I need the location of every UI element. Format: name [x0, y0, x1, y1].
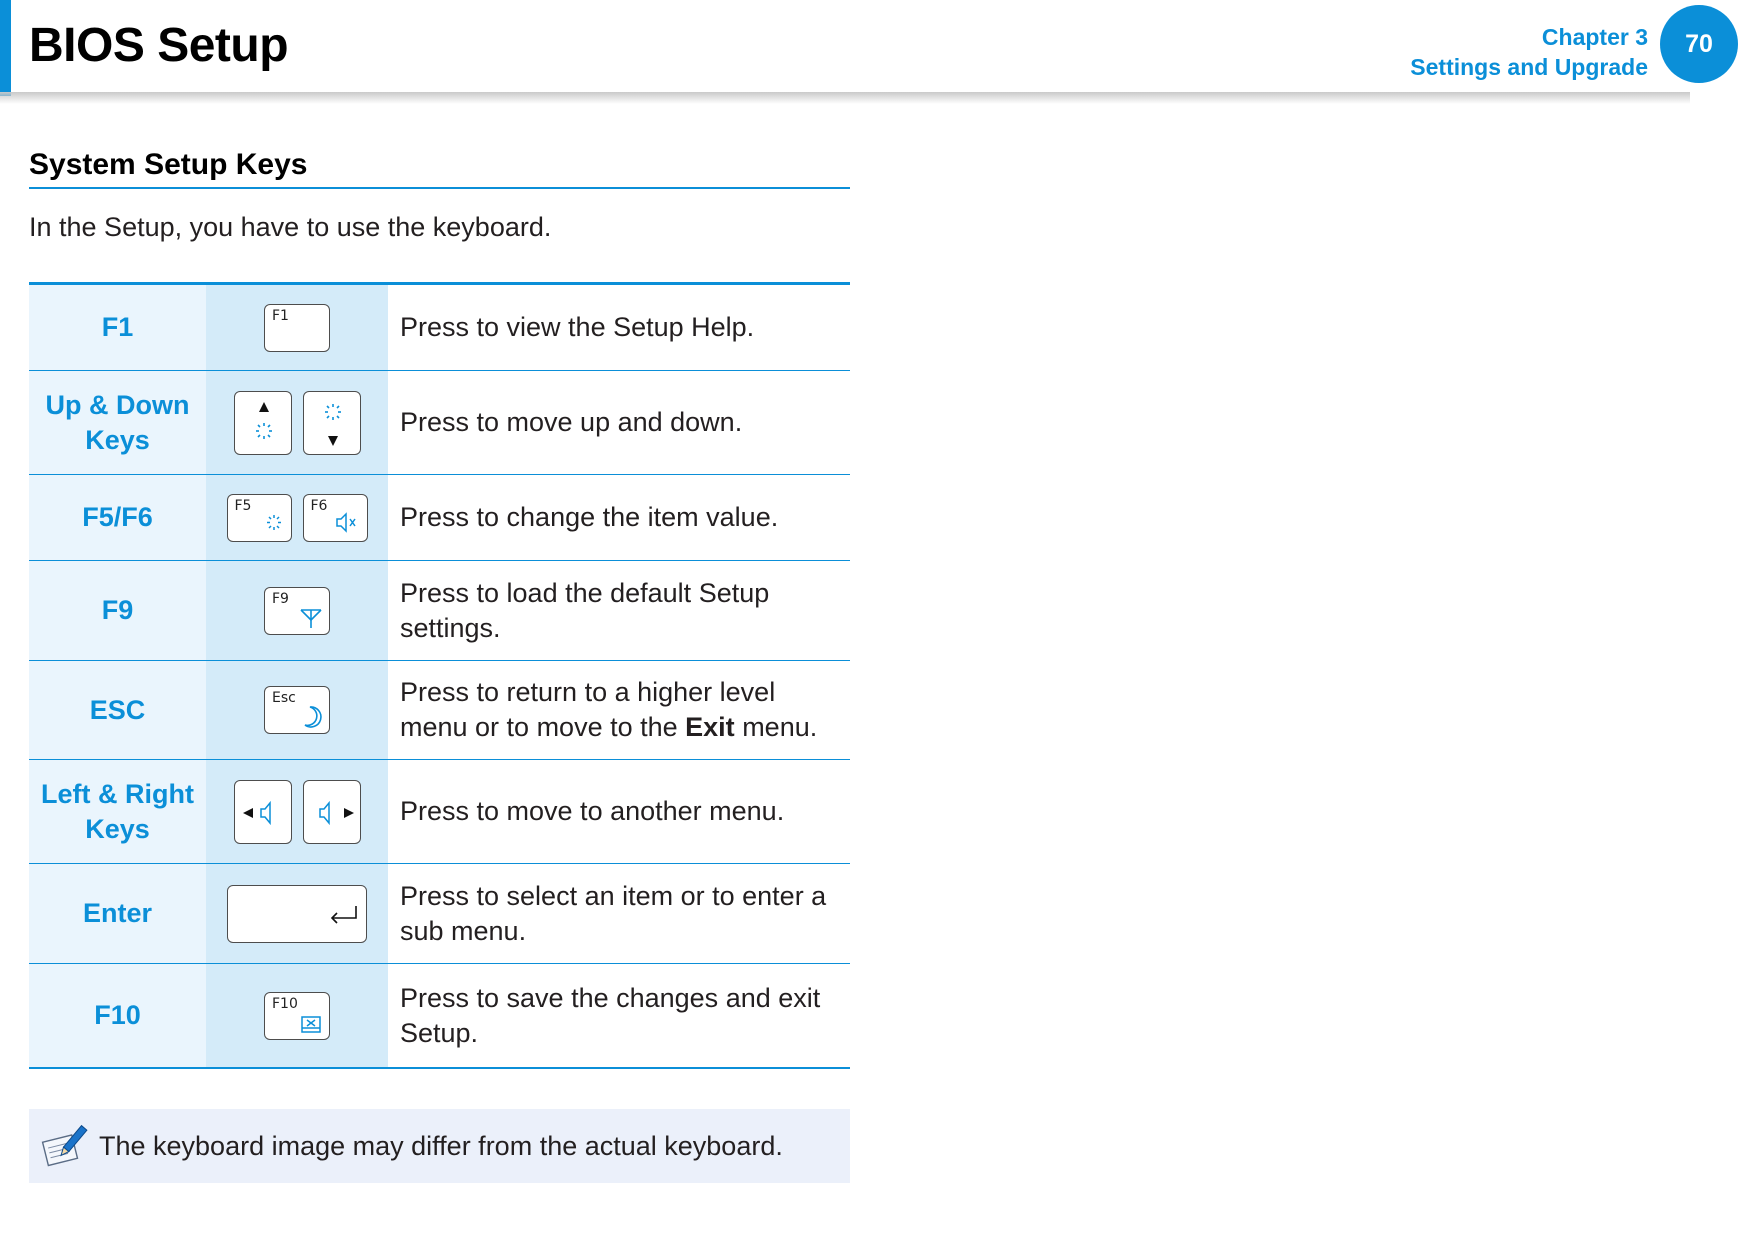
description-line: Press to save the changes and exit — [400, 982, 821, 1013]
f9-keycap — [264, 587, 330, 635]
f1-keycap — [264, 304, 330, 352]
keycap-label: F5 — [234, 497, 252, 514]
setup-keys-table — [29, 282, 850, 1069]
table-row — [29, 661, 850, 760]
key-name: Enter — [29, 864, 206, 963]
key-name: F10 — [29, 964, 206, 1067]
brightness-icon — [228, 495, 293, 543]
key-image-cell — [206, 661, 388, 759]
key-name — [29, 760, 206, 863]
f6-keycap — [303, 494, 368, 542]
sleep-moon-icon — [265, 687, 331, 735]
keycap-label: Esc — [272, 690, 296, 706]
key-image-cell — [206, 760, 388, 863]
section-rule — [29, 187, 850, 189]
key-image-cell — [206, 285, 388, 370]
key-image-cell — [206, 561, 388, 660]
description-line: settings. — [400, 612, 501, 643]
key-name-line: Keys — [85, 813, 150, 844]
right-arrow-icon — [304, 781, 362, 845]
key-image-cell — [206, 864, 388, 963]
note-pencil-icon — [29, 1109, 99, 1183]
description-line: menu or to move to the — [400, 712, 686, 742]
keycap-label: F1 — [272, 307, 289, 324]
note-box — [29, 1109, 850, 1183]
table-row — [29, 561, 850, 661]
header-accent-bar — [0, 0, 11, 96]
page-number-badge: 70 — [1660, 5, 1738, 83]
section-title: System Setup Keys — [29, 148, 308, 181]
key-name-line: Keys — [85, 424, 150, 455]
left-arrow-keycap — [234, 780, 292, 844]
touchpad-off-icon — [265, 993, 331, 1041]
key-description: Press to change the item value. — [400, 502, 779, 532]
description-line: Press to return to a higher level — [400, 677, 776, 707]
wireless-antenna-icon — [265, 588, 331, 636]
page-title: BIOS Setup — [29, 19, 289, 72]
header-divider — [0, 92, 1690, 104]
note-text: The keyboard image may differ from the actual keyboard. — [99, 1130, 783, 1161]
f5-keycap — [227, 494, 292, 542]
keycap-label: F10 — [272, 995, 298, 1012]
description-line: menu. — [734, 712, 818, 742]
intro-text: In the Setup, you have to use the keyboard. — [29, 212, 552, 242]
down-arrow-icon — [304, 392, 362, 456]
description-line: Press to select an item or to enter a — [400, 880, 827, 911]
key-description: Press to move up and down. — [400, 407, 743, 437]
mute-icon — [304, 495, 369, 543]
key-image-cell — [206, 371, 388, 474]
key-image-cell — [206, 964, 388, 1067]
enter-keycap — [227, 885, 367, 943]
key-description: Press to move to another menu. — [400, 796, 785, 826]
down-arrow-keycap — [303, 391, 361, 455]
chapter-name: Settings and Upgrade — [1410, 54, 1648, 80]
key-name-line: Up & Down — [45, 389, 190, 420]
keycap-label: F6 — [310, 497, 328, 514]
exit-menu-label: Exit — [685, 712, 735, 742]
table-row — [29, 964, 850, 1067]
keycap-label: F9 — [272, 590, 289, 607]
table-row — [29, 285, 850, 371]
key-name: F1 — [29, 285, 206, 370]
table-row — [29, 371, 850, 475]
description-line: Press to load the default Setup — [400, 577, 770, 608]
key-image-cell — [206, 475, 388, 560]
enter-return-icon — [228, 886, 368, 944]
brightness-down-icon — [256, 423, 272, 439]
left-arrow-icon — [235, 781, 293, 845]
chapter-number: Chapter 3 — [1541, 24, 1648, 50]
key-description — [388, 964, 850, 1067]
key-name-line: Left & Right — [41, 778, 194, 809]
right-arrow-keycap — [303, 780, 361, 844]
key-name — [29, 371, 206, 474]
key-description: Press to view the Setup Help. — [400, 312, 755, 342]
table-row — [29, 475, 850, 561]
chapter-label — [1410, 22, 1648, 82]
description-line: Setup. — [400, 1017, 479, 1048]
key-name: F9 — [29, 561, 206, 660]
f10-keycap — [264, 992, 330, 1040]
brightness-up-icon — [325, 404, 341, 420]
key-name: F5/F6 — [29, 475, 206, 560]
up-arrow-icon — [235, 392, 293, 456]
volume-down-icon — [261, 803, 270, 823]
key-description — [388, 864, 850, 963]
key-name: ESC — [29, 661, 206, 759]
volume-up-icon — [320, 803, 329, 823]
description-line: sub menu. — [400, 915, 527, 946]
table-row — [29, 864, 850, 964]
up-arrow-keycap — [234, 391, 292, 455]
table-row — [29, 760, 850, 864]
key-description — [388, 661, 850, 759]
esc-keycap — [264, 686, 330, 734]
key-description — [388, 561, 850, 660]
